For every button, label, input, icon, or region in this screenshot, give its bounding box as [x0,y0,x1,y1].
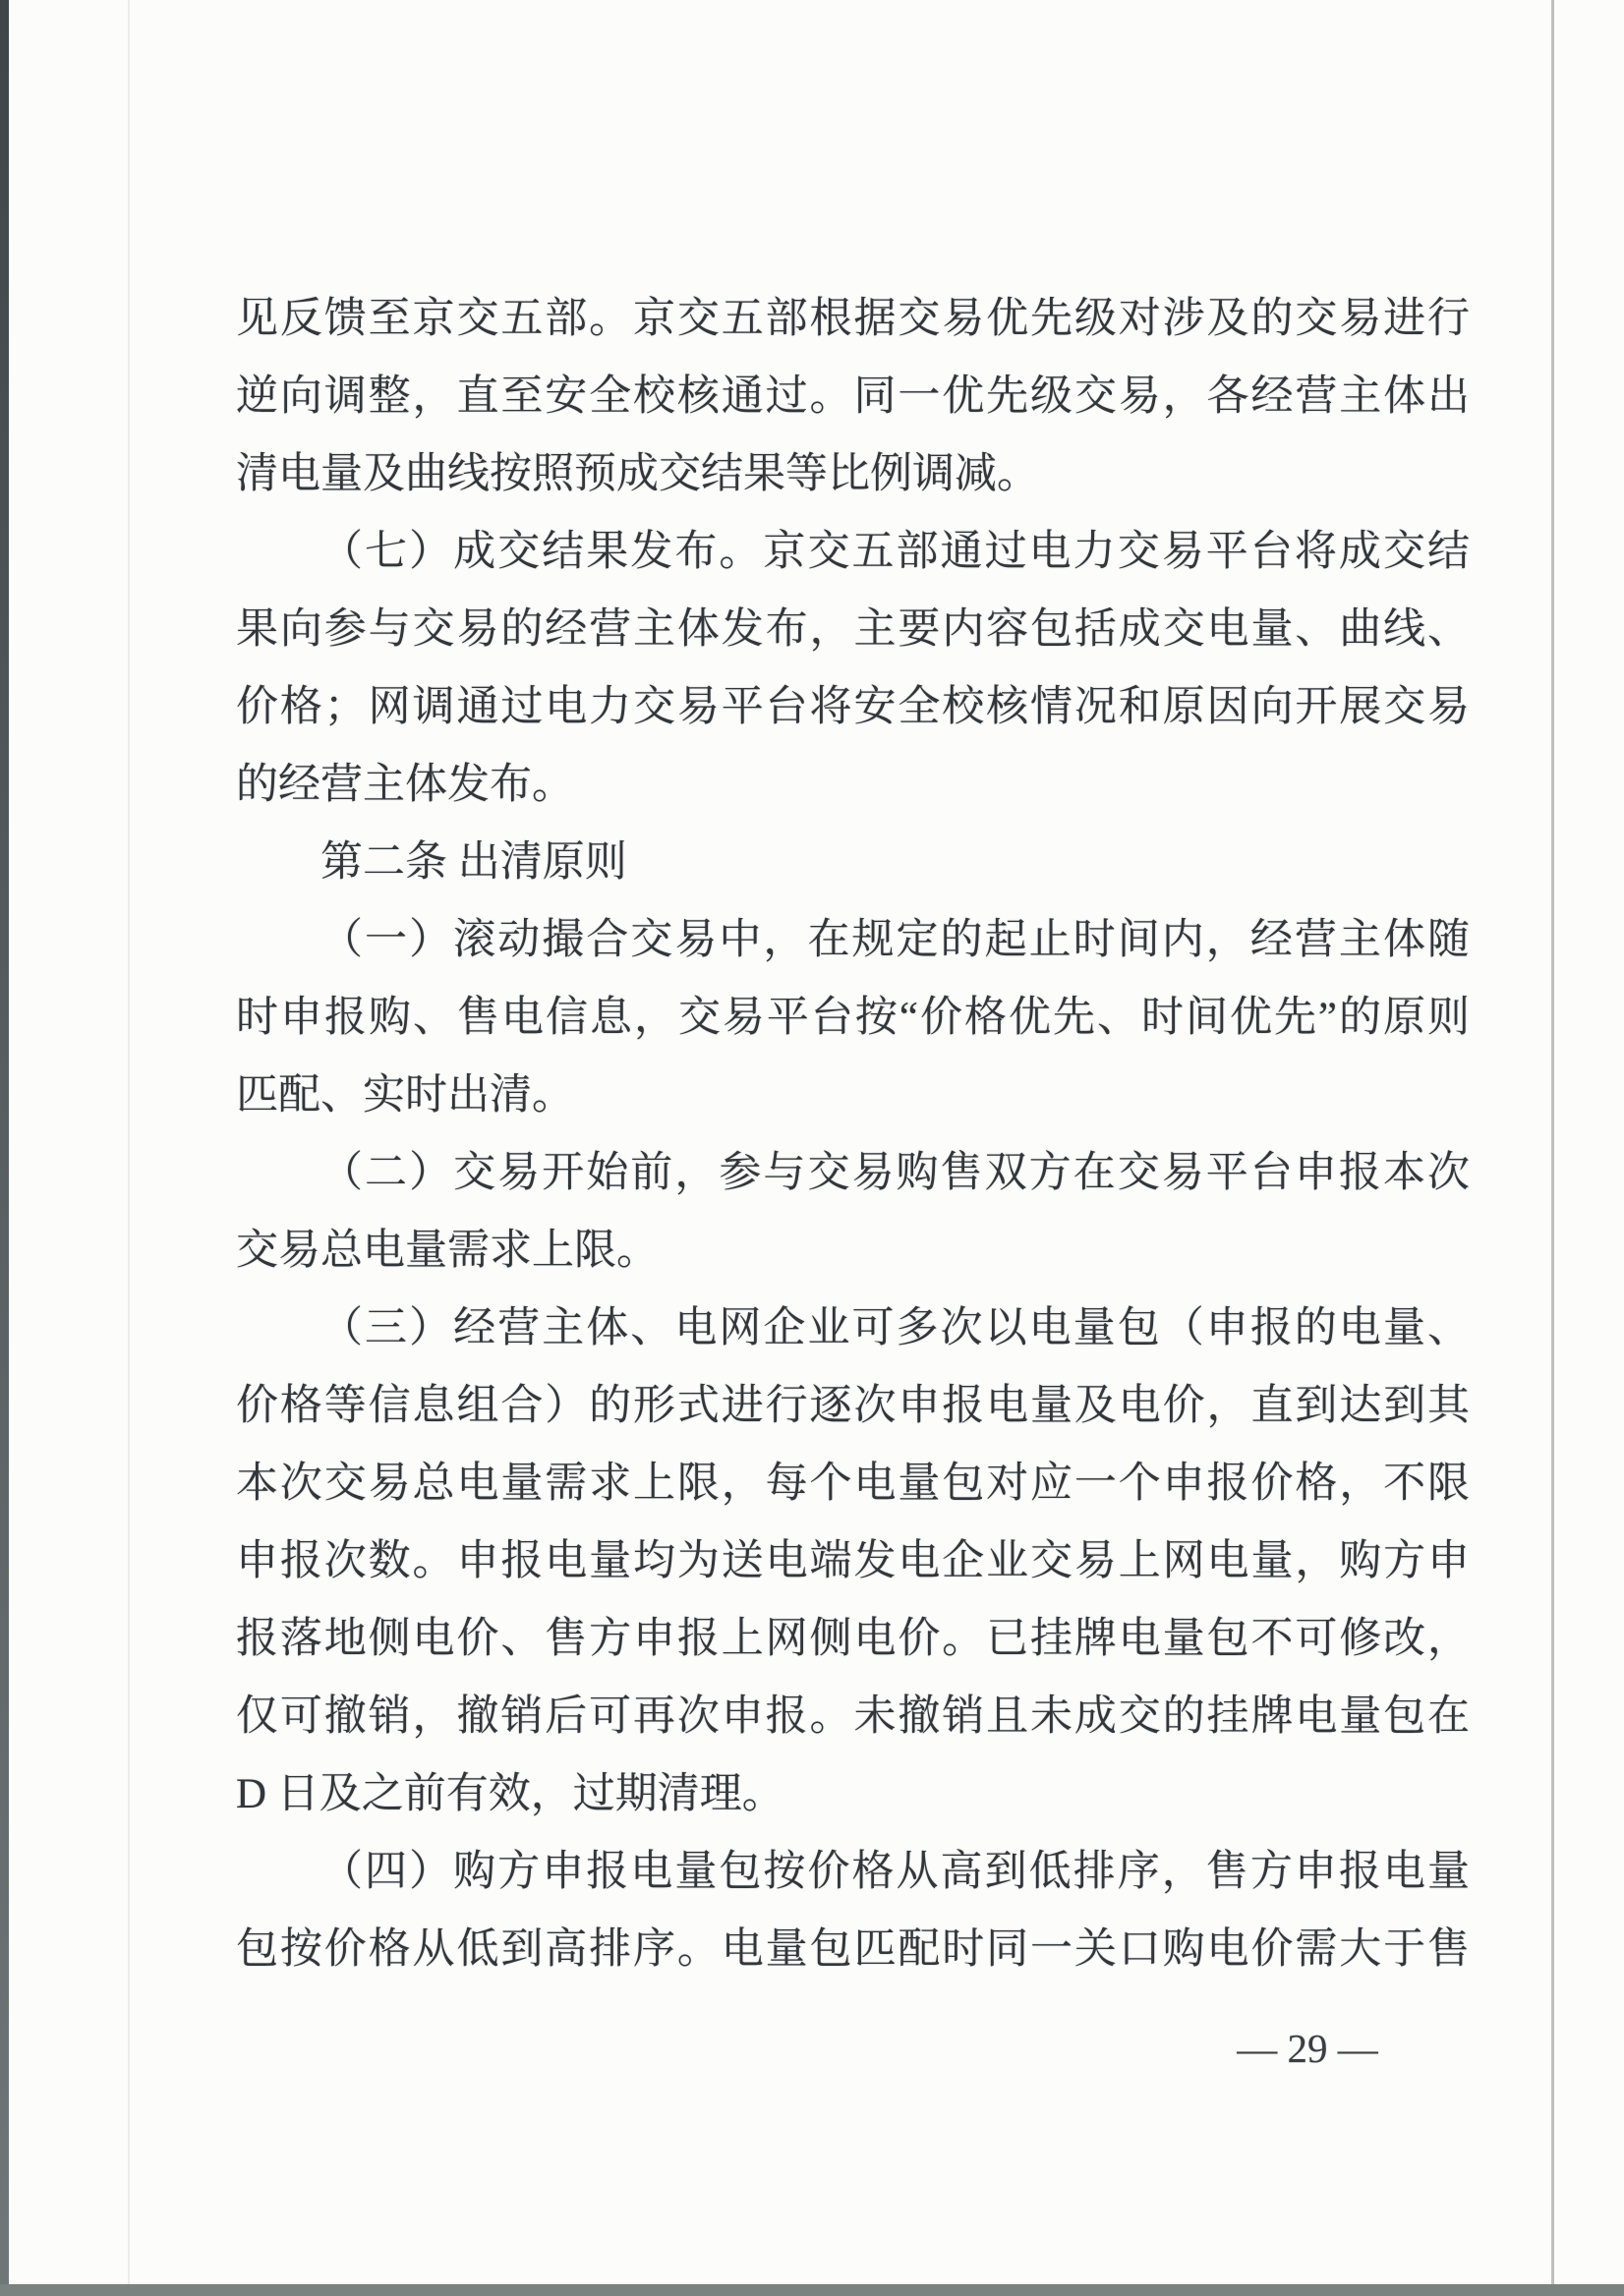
text-line: 时申报购、售电信息，交易平台按“价格优先、时间优先”的原则 [236,995,1470,1041]
text-line: （二）交易开始前，参与交易购售双方在交易平台申报本次 [320,1150,1470,1196]
text-line: 果向参与交易的经营主体发布，主要内容包括成交电量、曲线、 [236,606,1470,653]
scan-faint-fold-line [128,0,130,2296]
text-line: 包按价格从低到高排序。电量包匹配时同一关口购电价需大于售 [236,1926,1470,1973]
text-line: 逆向调整，直至安全校核通过。同一优先级交易，各经营主体出 [236,373,1470,420]
text-line: 仅可撤销，撤销后可再次申报。未撤销且未成交的挂牌电量包在 [236,1693,1470,1740]
document-body [236,280,1470,1988]
text-line: 见反馈至京交五部。京交五部根据交易优先级对涉及的交易进行 [236,296,1470,342]
text-line: 匹配、实时出清。 [236,1072,574,1119]
text-line: 清电量及曲线按照预成交结果等比例调减。 [236,451,1039,497]
text-line: 第二条 出清原则 [320,839,627,886]
text-line: （四）购方申报电量包按价格从高到低排序，售方申报电量 [320,1849,1470,1895]
text-line: 价格；网调通过电力交易平台将安全校核情况和原因向开展交易 [236,684,1470,730]
text-line: （七）成交结果发布。京交五部通过电力交易平台将成交结 [320,529,1470,575]
text-line: （一）滚动撮合交易中，在规定的起止时间内，经营主体随 [320,917,1470,963]
scan-right-page-line [1551,0,1554,2296]
text-line: 报落地侧电价、售方申报上网侧电价。已挂牌电量包不可修改， [236,1616,1470,1662]
text-line: D 日及之前有效，过期清理。 [236,1771,784,1817]
text-line: 本次交易总电量需求上限，每个电量包对应一个申报价格，不限 [236,1461,1470,1507]
text-line: 申报次数。申报电量均为送电端发电企业交易上网电量，购方申 [236,1538,1470,1584]
scan-edge-left [0,0,9,2296]
text-line: 交易总电量需求上限。 [236,1228,659,1274]
text-line: 价格等信息组合）的形式进行逐次申报电量及电价，直到达到其 [236,1383,1470,1429]
page-number: — 29 — [1237,2026,1378,2071]
text-line: （三）经营主体、电网企业可多次以电量包（申报的电量、 [320,1305,1470,1351]
scan-bottom-edge [0,2284,1624,2296]
text-line: 的经营主体发布。 [236,762,574,808]
